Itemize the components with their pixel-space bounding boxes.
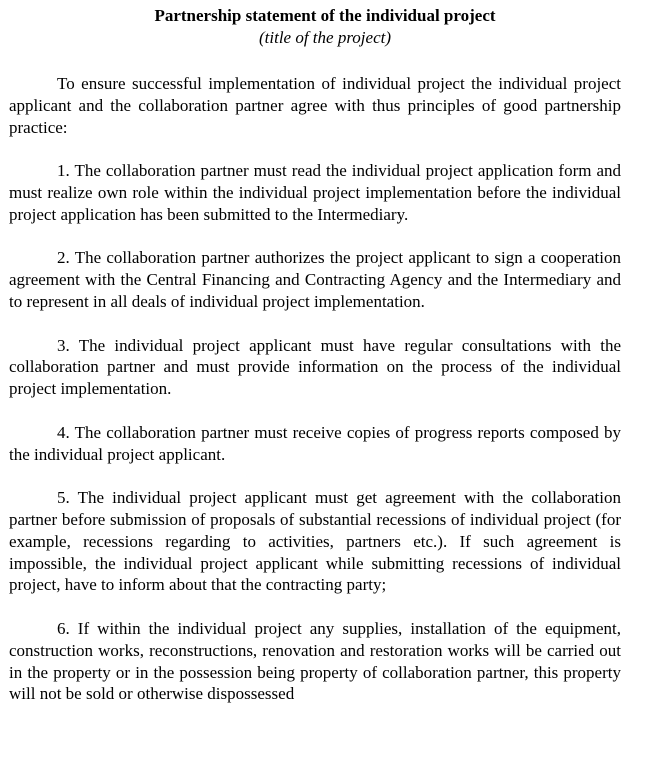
clause-2-paragraph: 2. The collaboration partner authorizes the project applicant to sign a cooperation agreement with the Central Financing and Contracting Agency and the Intermediary and to represent in all deals of individual project implementation. [9, 248, 621, 311]
clause-1-paragraph: 1. The collaboration partner must read the individual project application form and must realize own role within the individual project implementation before the individual project application has been submitted to the Intermediary. [9, 161, 621, 224]
document-page [9, 5, 621, 705]
clause-3-paragraph: 3. The individual project applicant must have regular consultations with the collaboration partner and must provide information on the process of the individual project implementation. [9, 335, 621, 399]
clause-5-paragraph: 5. The individual project applicant must get agreement with the collaboration partner before submission of proposals of substantial recessions of individual project (for example, recessions regarding to activities, partners etc.). If such agreement is impossible, the individual project applicant while submitting recessions of individual project, have to inform about that the contracting party; [9, 488, 621, 595]
document-subtitle: (title of the project) [258, 28, 392, 47]
clause-6-paragraph: 6. If within the individual project any supplies, installation of the equipment, construction works, reconstructions, renovation and restoration works will be carried out in the property or in the possession being property of collaboration partner, this property will not be sold or otherwise dispossessed [9, 618, 621, 704]
document-title: Partnership statement of the individual project [154, 6, 496, 25]
clause-4-paragraph: 4. The collaboration partner must receive copies of progress reports composed by the individual project applicant. [9, 422, 621, 464]
intro-paragraph: To ensure successful implementation of individual project the individual project applicant and the collaboration partner agree with thus principles of good partnership practice: [9, 74, 621, 137]
